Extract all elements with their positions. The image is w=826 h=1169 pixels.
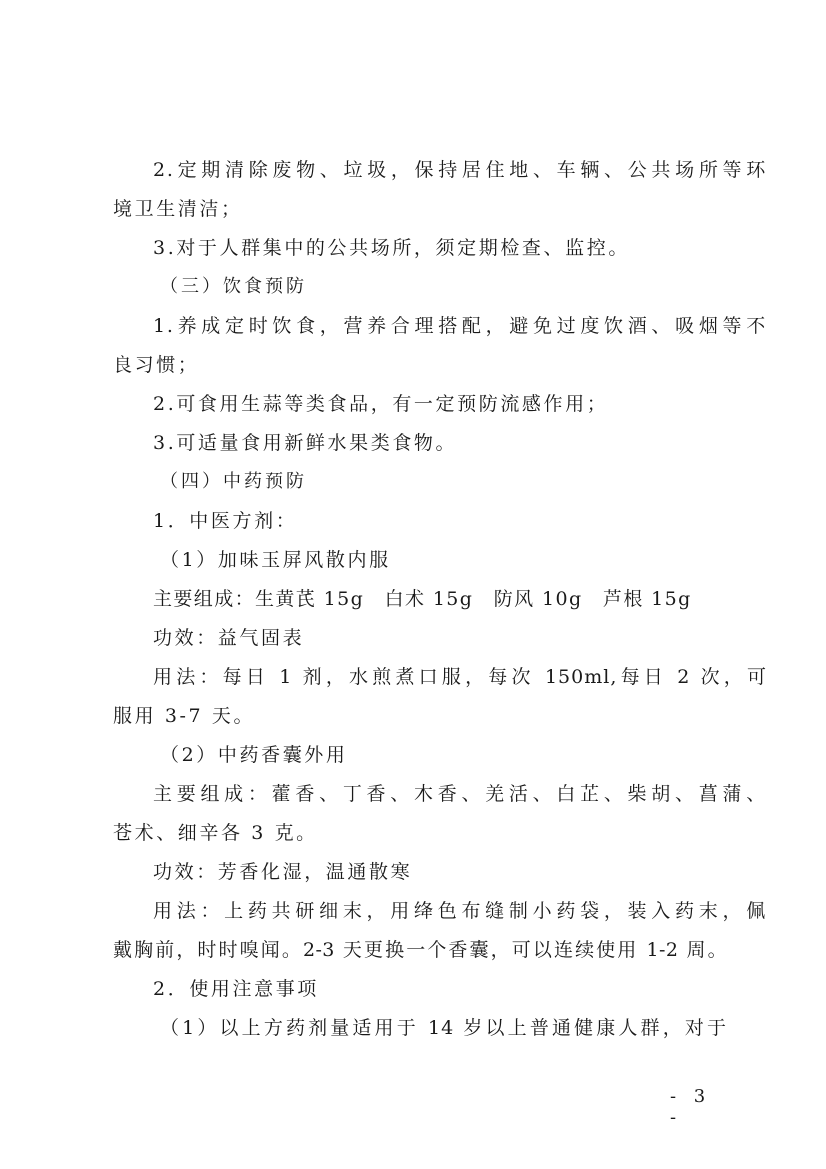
paragraph-line: 服用 3-7 天。 (113, 705, 256, 727)
section-heading: （四）中药预防 (160, 471, 307, 492)
paragraph-line: （1）加味玉屏风散内服 (160, 549, 391, 571)
paragraph-line: 用法：上药共研细末，用绛色布缝制小药袋，装入药末，佩 (153, 900, 767, 922)
paragraph-line: 功效：益气固表 (153, 627, 305, 649)
paragraph-line: 1.养成定时饮食，营养合理搭配，避免过度饮酒、吸烟等不 (153, 315, 767, 337)
paragraph-line: 2.可食用生蒜等类食品，有一定预防流感作用； (153, 393, 609, 415)
paragraph-line: 2．使用注意事项 (153, 978, 319, 1000)
paragraph-line: 功效：芳香化湿，温通散寒 (153, 861, 413, 883)
section-heading: （三）饮食预防 (160, 276, 307, 297)
paragraph-line: 2.定期清除废物、垃圾，保持居住地、车辆、公共场所等环 (153, 159, 767, 181)
paragraph-line: 3.可适量食用新鲜水果类食物。 (153, 432, 458, 454)
paragraph-line: 主要组成：生黄芪 15g 白术 15g 防风 10g 芦根 15g (153, 588, 692, 610)
paragraph-line: 戴胸前，时时嗅闻。2-3 天更换一个香囊，可以连续使用 1-2 周。 (113, 939, 727, 961)
paragraph-line: （1）以上方药剂量适用于 14 岁以上普通健康人群，对于 (160, 1017, 727, 1039)
paragraph-line: 3.对于人群集中的公共场所，须定期检查、监控。 (153, 237, 630, 259)
paragraph-line: 主要组成：藿香、丁香、木香、羌活、白芷、柴胡、菖蒲、 (153, 783, 767, 805)
paragraph-line: 良习惯； (113, 354, 200, 376)
paragraph-line: 苍术、细辛各 3 克。 (113, 822, 318, 844)
page-number: - 3 - (670, 1086, 712, 1128)
paragraph-line: 用法：每日 1 剂，水煎煮口服，每次 150ml,每日 2 次，可 (153, 666, 767, 688)
paragraph-line: （2）中药香囊外用 (160, 744, 348, 766)
paragraph-line: 1．中医方剂： (153, 510, 298, 532)
paragraph-line: 境卫生清洁； (113, 198, 243, 220)
